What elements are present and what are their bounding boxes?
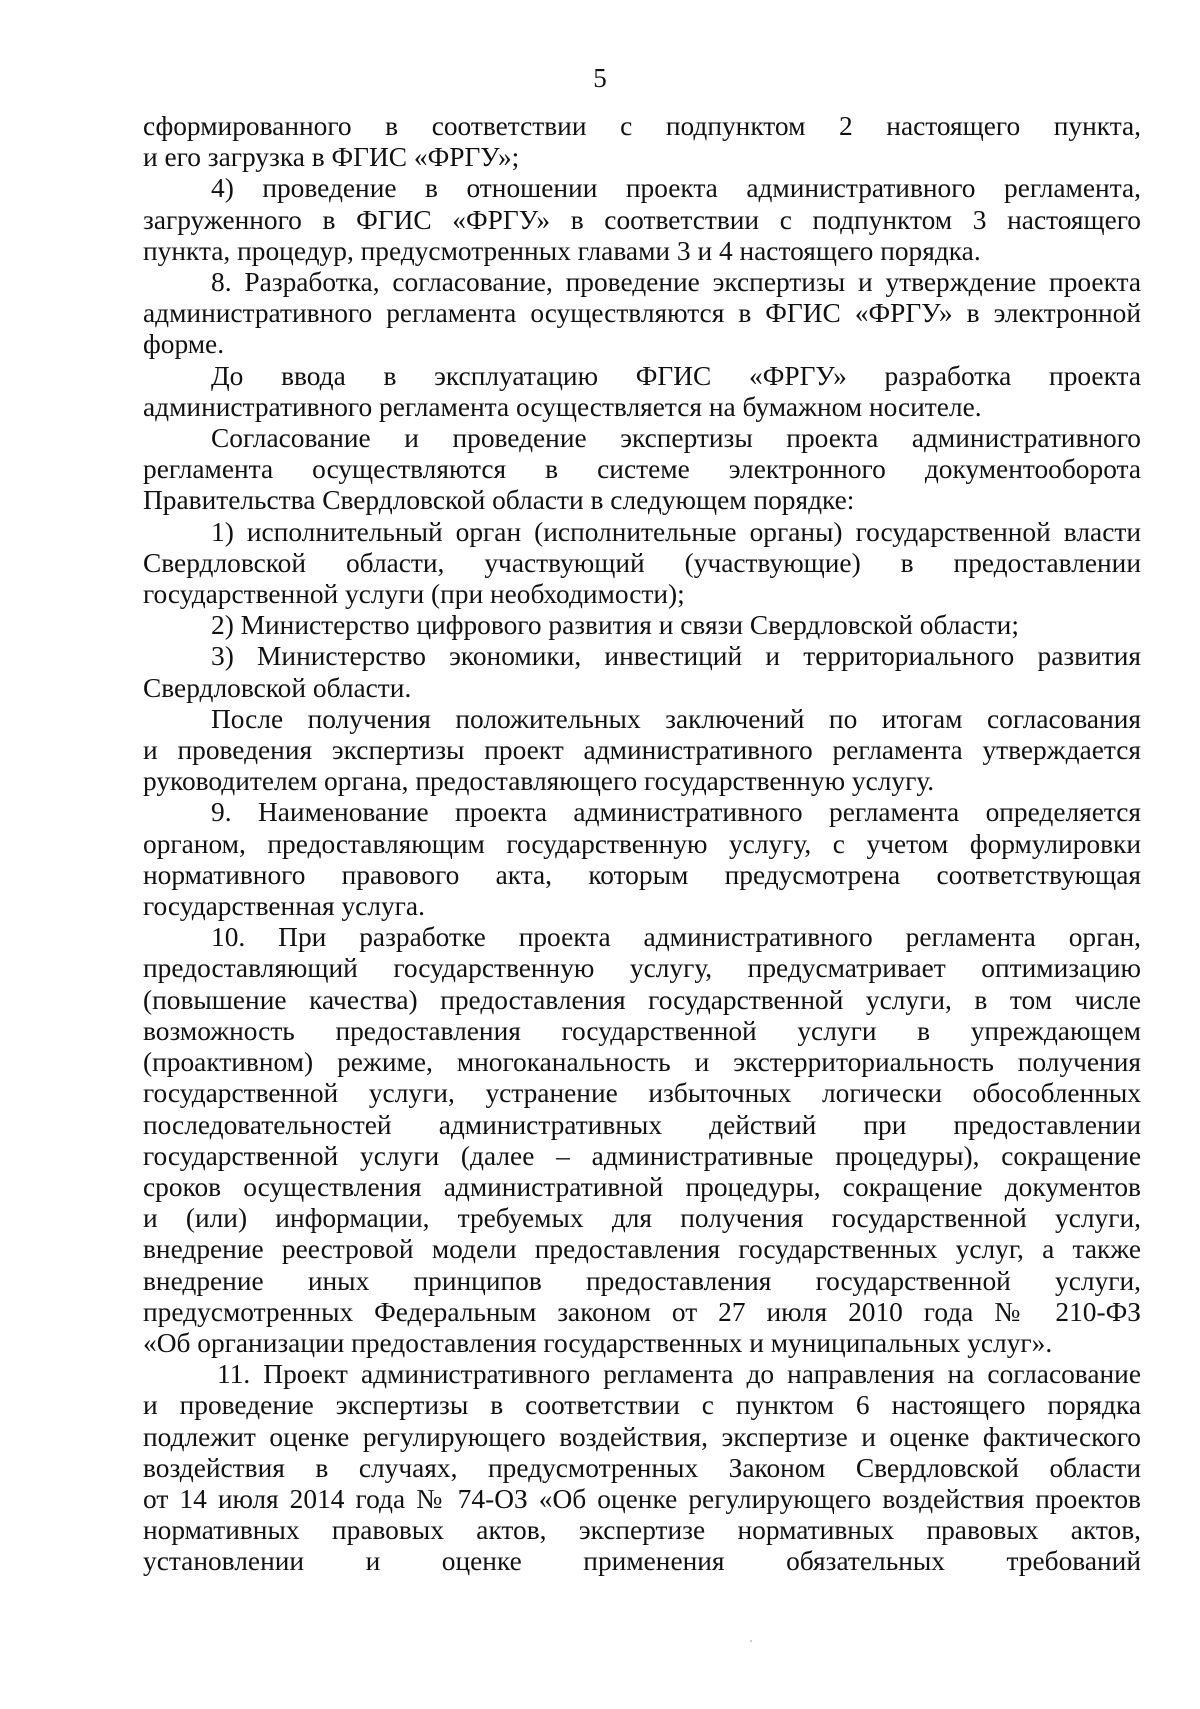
text-line: возможность предоставления государственной услуги в упреждающем xyxy=(143,1015,1141,1046)
text-line: внедрение иных принципов предоставления государственной услуги, xyxy=(143,1265,1141,1296)
text-line: Свердловской области, участвующий (участвующие) в предоставлении xyxy=(143,547,1141,578)
text-line: государственная услуга. xyxy=(143,891,425,922)
text-line: (повышение качества) предоставления государственной услуги, в том числе xyxy=(143,984,1141,1015)
text-line: Правительства Свердловской области в следующем порядке: xyxy=(143,485,855,516)
text-line: 10. При разработке проекта административного регламента орган, xyxy=(211,922,1141,953)
document-body xyxy=(143,111,1141,1578)
text-line: 2) Министерство цифрового развития и связи Свердловской области; xyxy=(211,610,1019,641)
page-number: 5 xyxy=(593,63,607,93)
text-line: До ввода в эксплуатацию ФГИС «ФРГУ» разработка проекта xyxy=(211,360,1141,391)
text-line: подлежит оценке регулирующего воздействия, экспертизе и оценке фактического xyxy=(143,1421,1141,1452)
text-line: от 14 июля 2014 года № 74-ОЗ «Об оценке регулирующего воздействия проектов xyxy=(143,1483,1141,1514)
text-line: и проведение экспертизы в соответствии с пунктом 6 настоящего порядка xyxy=(143,1390,1141,1421)
text-line: 3) Министерство экономики, инвестиций и территориального развития xyxy=(211,641,1141,672)
text-line: «Об организации предоставления государственных и муниципальных услуг». xyxy=(143,1327,1053,1358)
text-line: сформированного в соответствии с подпунктом 2 настоящего пункта, xyxy=(143,111,1141,141)
text-line: государственной услуги (далее – административные процедуры), сокращение xyxy=(143,1140,1141,1171)
text-line: государственной услуги, устранение избыточных логически обособленных xyxy=(143,1078,1141,1109)
text-line: нормативного правового акта, которым предусмотрена соответствующая xyxy=(143,859,1141,890)
text-line: воздействия в случаях, предусмотренных Законом Свердловской области xyxy=(143,1452,1141,1483)
text-line: После получения положительных заключений по итогам согласования xyxy=(211,703,1141,734)
text-line: пункта, процедур, предусмотренных главами 3 и 4 настоящего порядка. xyxy=(143,235,981,266)
text-line: 11. Проект административного регламента до направления на согласование xyxy=(217,1359,1141,1390)
text-line: последовательностей административных действий при предоставлении xyxy=(143,1109,1141,1140)
text-line: загруженного в ФГИС «ФРГУ» в соответствии с подпунктом 3 настоящего xyxy=(143,204,1141,235)
text-line: 4) проведение в отношении проекта административного регламента, xyxy=(211,173,1141,204)
text-line: и проведения экспертизы проект административного регламента утверждается xyxy=(143,735,1141,766)
text-line: органом, предоставляющим государственную услугу, с учетом формулировки xyxy=(143,828,1141,859)
text-line: руководителем органа, предоставляющего государственную услугу. xyxy=(143,766,935,797)
text-line: административного регламента осуществляется на бумажном носителе. xyxy=(143,391,982,422)
text-line: установлении и оценке применения обязательных требований xyxy=(143,1546,1141,1577)
text-line: и его загрузка в ФГИС «ФРГУ»; xyxy=(143,142,520,173)
scan-speck xyxy=(750,1640,752,1642)
text-line: нормативных правовых актов, экспертизе нормативных правовых актов, xyxy=(143,1515,1141,1546)
text-line: Свердловской области. xyxy=(143,672,412,703)
text-line: 1) исполнительный орган (исполнительные органы) государственной власти xyxy=(211,516,1141,547)
text-line: предоставляющий государственную услугу, предусматривает оптимизацию xyxy=(143,953,1141,984)
text-line: административного регламента осуществляются в ФГИС «ФРГУ» в электронной xyxy=(143,298,1141,329)
text-line: государственной услуги (при необходимости); xyxy=(143,579,685,610)
text-line: форме. xyxy=(143,329,225,360)
text-line: внедрение реестровой модели предоставления государственных услуг, а также xyxy=(143,1234,1141,1265)
text-line: сроков осуществления административной процедуры, сокращение документов xyxy=(143,1171,1141,1202)
text-line: Согласование и проведение экспертизы проекта административного xyxy=(211,423,1141,454)
text-line: регламента осуществляются в системе электронного документооборота xyxy=(143,454,1141,485)
text-line: предусмотренных Федеральным законом от 27 июля 2010 года № 210-ФЗ xyxy=(143,1296,1141,1327)
text-line: 8. Разработка, согласование, проведение экспертизы и утверждение проекта xyxy=(211,267,1141,298)
text-line: (проактивном) режиме, многоканальность и экстерриториальность получения xyxy=(143,1047,1141,1078)
text-line: и (или) информации, требуемых для получения государственной услуги, xyxy=(143,1203,1141,1234)
text-line: 9. Наименование проекта административного регламента определяется xyxy=(211,797,1141,828)
